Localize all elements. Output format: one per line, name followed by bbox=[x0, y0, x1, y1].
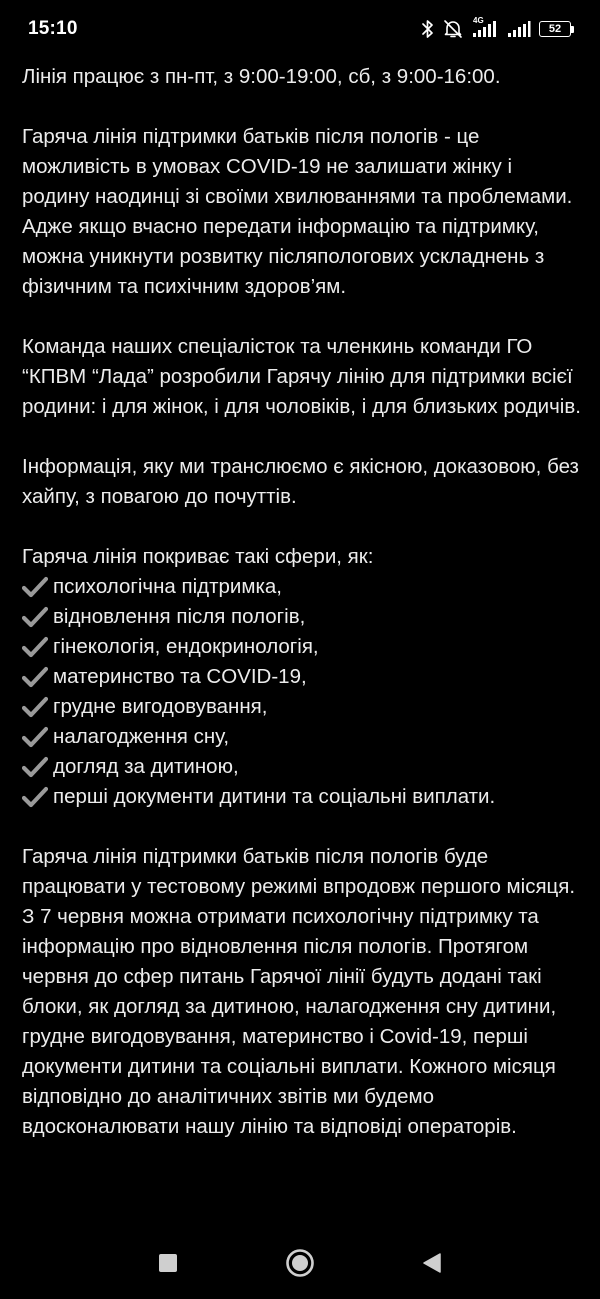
circle-icon bbox=[285, 1248, 315, 1278]
battery-tip bbox=[571, 26, 574, 33]
list-item bbox=[22, 632, 584, 662]
back-button[interactable] bbox=[412, 1243, 452, 1283]
paragraph-testing: Гаряча лінія підтримки батьків після пологів буде працювати у тестовому режимі впродовж першого місяця. З 7 червня можна отримати психологічну підтримку та інформацію про відновлення після пологів. Протягом червня до сфер питань Гарячої лінії будуть додані такі блоки, як догляд за дитиною, налагодження сну дитини, грудне вигодовування, материнство і Covid-19, перші документи дитини та соціальні виплати. Кожного місяця відповідно до аналітичних звітів ми будемо вдосконалювати нашу лінію та відповіді операторів. bbox=[22, 845, 576, 1138]
list-item bbox=[22, 572, 584, 602]
home-button[interactable] bbox=[280, 1243, 320, 1283]
paragraph-information: Інформація, яку ми транслюємо є якісною, доказовою, без хайпу, з повагою до почуттів. bbox=[22, 455, 579, 508]
list-item-label: налагодження сну, bbox=[53, 725, 230, 748]
topics-list bbox=[22, 572, 584, 812]
battery-icon bbox=[539, 21, 574, 37]
recents-button[interactable] bbox=[148, 1243, 188, 1283]
check-mark-icon bbox=[22, 602, 53, 632]
cellular-signal-4g-icon bbox=[471, 16, 499, 39]
list-item bbox=[22, 752, 584, 782]
navigation-bar bbox=[0, 1227, 600, 1299]
status-icons bbox=[421, 16, 574, 39]
list-item bbox=[22, 692, 584, 722]
paragraph-team: Команда наших спеціалісток та членкинь команди ГО “КПВМ “Лада” розробили Гарячу лінію для підтримки всієї родини: і для жінок, і для чоловіків, і для близьких родичів. bbox=[22, 335, 581, 418]
network-type-label: 4G bbox=[473, 16, 484, 25]
check-mark-icon bbox=[22, 782, 53, 812]
list-item bbox=[22, 602, 584, 632]
list-item-label: перші документи дитини та соціальні виплати. bbox=[53, 785, 496, 808]
hours-text: Лінія працює з пн-пт, з 9:00-19:00, сб, з 9:00-16:00. bbox=[22, 65, 501, 88]
status-bar bbox=[0, 0, 600, 58]
check-mark-icon bbox=[22, 692, 53, 722]
check-mark-icon bbox=[22, 752, 53, 782]
cellular-signal-icon bbox=[507, 19, 531, 39]
list-item-label: грудне вигодовування, bbox=[53, 695, 268, 718]
list-item bbox=[22, 722, 584, 752]
check-mark-icon bbox=[22, 572, 53, 602]
topics-section bbox=[22, 542, 584, 812]
list-item-label: догляд за дитиною, bbox=[53, 755, 239, 778]
alarm-off-icon bbox=[443, 19, 463, 39]
square-icon bbox=[158, 1253, 178, 1273]
check-mark-icon bbox=[22, 662, 53, 692]
message-body bbox=[22, 62, 584, 1172]
list-item-label: гінекологія, ендокринологія, bbox=[53, 635, 319, 658]
paragraph-intro: Гаряча лінія підтримки батьків після пологів - це можливість в умовах COVID-19 не залишати жінку і родину наодинці зі своїми хвилюваннями та проблемами. Адже якщо вчасно передати інформацію та підтримку, можна уникнути розвитку післяпологових ускладнень з фізичним та психічним здоров’ям. bbox=[22, 125, 573, 298]
list-item-label: відновлення після пологів, bbox=[53, 605, 306, 628]
topics-intro: Гаряча лінія покриває такі сфери, як: bbox=[22, 545, 374, 568]
bluetooth-icon bbox=[421, 19, 435, 39]
status-time: 15:10 bbox=[28, 18, 78, 39]
list-item bbox=[22, 662, 584, 692]
list-item-label: психологічна підтримка, bbox=[53, 575, 282, 598]
list-item bbox=[22, 782, 584, 812]
triangle-back-icon bbox=[422, 1252, 442, 1274]
check-mark-icon bbox=[22, 632, 53, 662]
check-mark-icon bbox=[22, 722, 53, 752]
battery-level: 52 bbox=[539, 21, 571, 37]
list-item-label: материнство та COVID-19, bbox=[53, 665, 307, 688]
